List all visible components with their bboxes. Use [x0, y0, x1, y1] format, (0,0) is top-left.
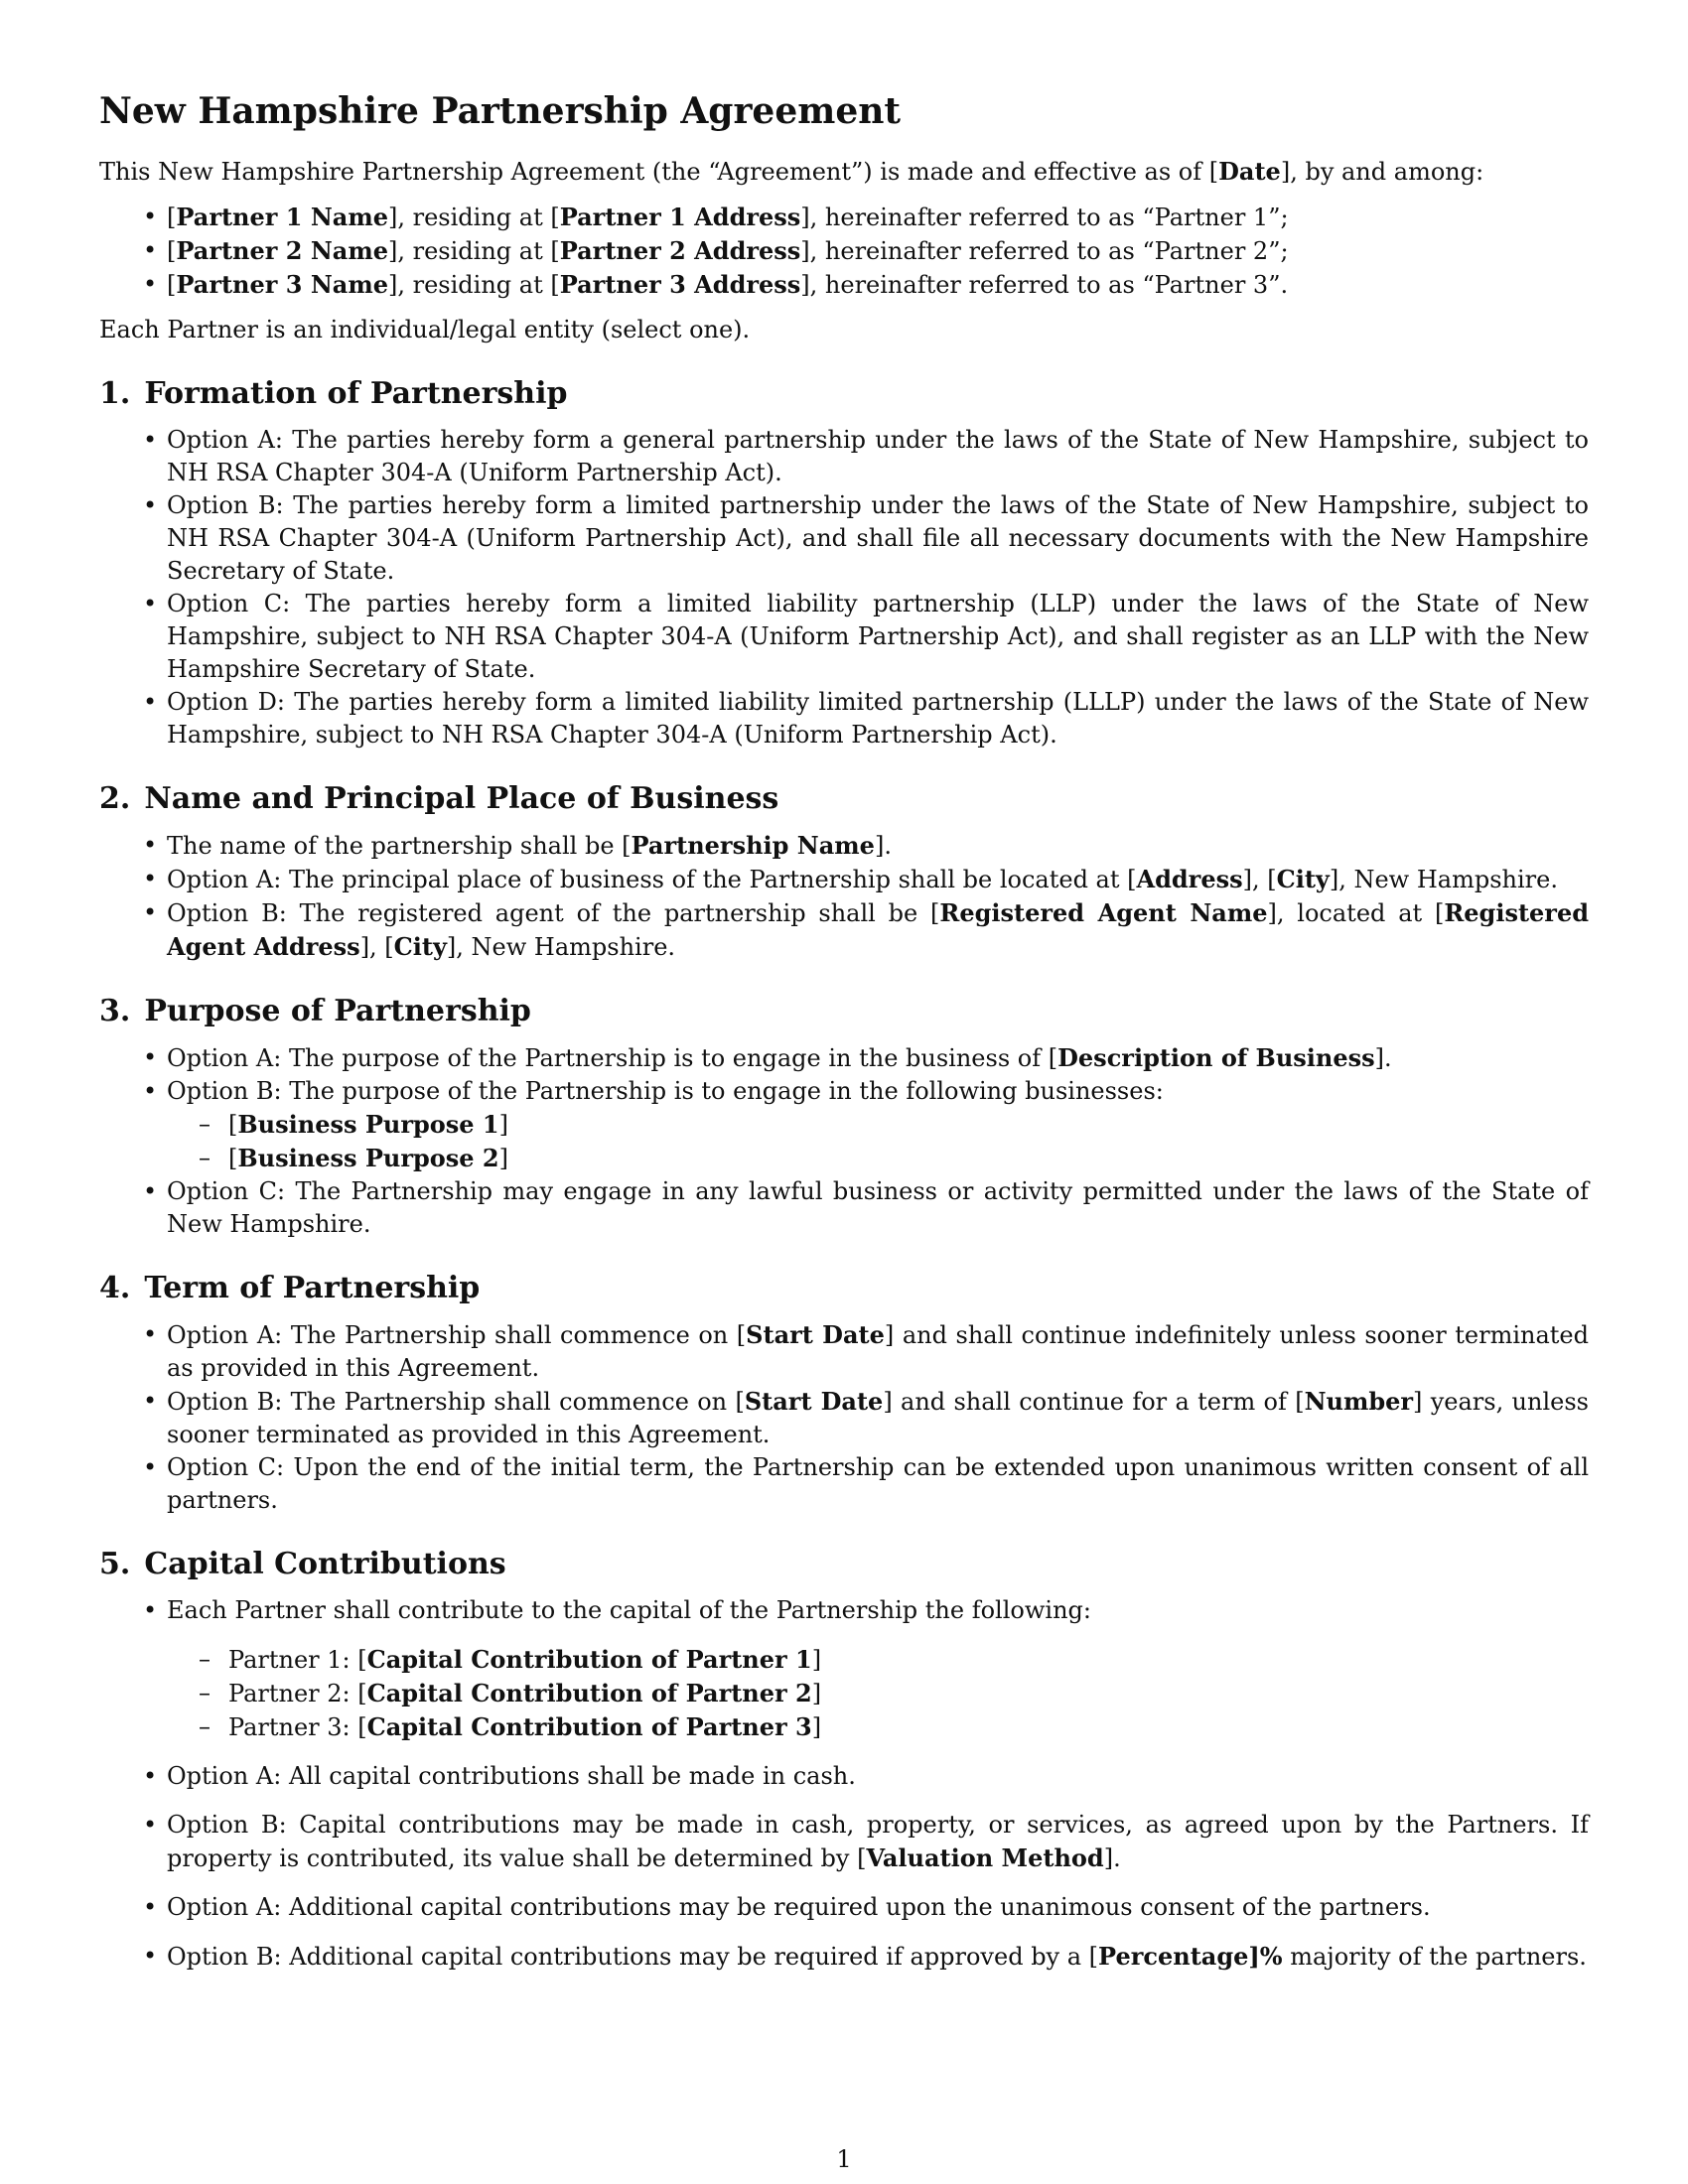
partner-address-placeholder: Partner 2 Address — [559, 236, 801, 265]
capital-options — [99, 1594, 1589, 1974]
list-item: • Option B: Capital contributions may be made in cash, property, or services, as agreed upon by the Partners. If property is contributed, its value shall be determined by [Valuation Method]. — [167, 1809, 1589, 1875]
entity-note: Each Partner is an individual/legal entity (select one). — [99, 316, 751, 343]
list-item: • [Partner 2 Name], residing at [Partner 2 Address], hereinafter referred to as “Partner 2”; — [167, 234, 1589, 268]
list-item: • Option B: The Partnership shall commence on [Start Date] and shall continue for a term of [Number] years, unless sooner terminated as provided in this Agreement. — [167, 1385, 1589, 1451]
purpose-options — [99, 1041, 1589, 1241]
term-options — [99, 1318, 1589, 1517]
list-item: • Option B: The registered agent of the partnership shall be [Registered Agent Name], located at [Registered Agent Address], [City], New Hampshire. — [167, 896, 1589, 964]
name-place-options — [99, 829, 1589, 964]
list-item: • Each Partner shall contribute to the capital of the Partnership the following: – Partner 1: [Capital Contribution of Partner 1] – Partner 2: [Capital Contribution of Partner 2] – Partner 3: [Capital Contribution of Partner 3] — [167, 1594, 1589, 1744]
partner-name-placeholder: Partner 1 Name — [176, 203, 388, 231]
partner-address-placeholder: Partner 1 Address — [559, 203, 801, 231]
list-item: • Option D: The parties hereby form a limited liability limited partnership (LLLP) under the laws of the State of New Hampshire, subject to NH RSA Chapter 304-A (Uniform Partnership Act). — [167, 686, 1589, 751]
section-heading-term: 4. Term of Partnership — [99, 1271, 481, 1305]
list-item: • Option A: The parties hereby form a general partnership under the laws of the State of New Hampshire, subject to NH RSA Chapter 304-A (Uniform Partnership Act). — [167, 424, 1589, 489]
list-item: • The name of the partnership shall be [Partnership Name]. — [167, 829, 1589, 863]
date-placeholder: Date — [1218, 157, 1281, 186]
list-item: • Option B: The purpose of the Partnership is to engage in the following businesses: – [Business Purpose 1] – [Business Purpose 2] — [167, 1075, 1589, 1175]
partner-address-placeholder: Partner 3 Address — [559, 270, 801, 299]
list-item: • Option B: The parties hereby form a limited partnership under the laws of the State of New Hampshire, subject to NH RSA Chapter 304-A (Uniform Partnership Act), and shall file all necessary documents with the New Hampshire Secretary of State. — [167, 489, 1589, 588]
list-item: • Option A: The principal place of business of the Partnership shall be located at [Address], [City], New Hampshire. — [167, 863, 1589, 896]
list-item: • Option A: Additional capital contributions may be required upon the unanimous consent of the partners. — [167, 1891, 1589, 1924]
list-item: • [Partner 1 Name], residing at [Partner 1 Address], hereinafter referred to as “Partner 1”; — [167, 201, 1589, 234]
section-heading-capital: 5. Capital Contributions — [99, 1547, 506, 1581]
list-item: • Option A: All capital contributions shall be made in cash. — [167, 1760, 1589, 1793]
formation-options — [99, 424, 1589, 751]
list-item: • Option C: The parties hereby form a limited liability partnership (LLP) under the laws of the State of New Hampshire, subject to NH RSA Chapter 304-A (Uniform Partnership Act), and shall register as an LLP with the New Hampshire Secretary of State. — [167, 588, 1589, 686]
contribution-list — [167, 1643, 1589, 1744]
list-item: – [Business Purpose 1] — [228, 1108, 1589, 1142]
list-item: • [Partner 3 Name], residing at [Partner 3 Address], hereinafter referred to as “Partner 3”. — [167, 268, 1589, 302]
list-item: – [Business Purpose 2] — [228, 1142, 1589, 1175]
list-item: • Option A: The purpose of the Partnership is to engage in the business of [Description of Business]. — [167, 1041, 1589, 1075]
business-purpose-list — [167, 1108, 1589, 1175]
list-item: • Option A: The Partnership shall commence on [Start Date] and shall continue indefinitely unless sooner terminated as provided in this Agreement. — [167, 1318, 1589, 1385]
list-item: • Option B: Additional capital contributions may be required if approved by a [Percentage]% majority of the partners. — [167, 1940, 1589, 1974]
document-title: New Hampshire Partnership Agreement — [99, 90, 902, 132]
partner-name-placeholder: Partner 2 Name — [176, 236, 388, 265]
section-heading-name-place: 2. Name and Principal Place of Business — [99, 781, 779, 816]
intro-paragraph: This New Hampshire Partnership Agreement (the “Agreement”) is made and effective as of [Date], by and among: — [99, 157, 1484, 186]
list-item: – Partner 3: [Capital Contribution of Partner 3] — [228, 1710, 1589, 1744]
page-number: 1 — [836, 2145, 852, 2173]
partners-list — [99, 201, 1589, 302]
section-heading-purpose: 3. Purpose of Partnership — [99, 994, 531, 1028]
list-item: – Partner 2: [Capital Contribution of Partner 2] — [228, 1677, 1589, 1710]
section-heading-formation: 1. Formation of Partnership — [99, 376, 568, 411]
list-item: • Option C: Upon the end of the initial term, the Partnership can be extended upon unanimous written consent of all partners. — [167, 1451, 1589, 1517]
list-item: • Option C: The Partnership may engage in any lawful business or activity permitted under the laws of the State of New Hampshire. — [167, 1175, 1589, 1241]
document-body — [99, 87, 1589, 1989]
list-item: – Partner 1: [Capital Contribution of Partner 1] — [228, 1643, 1589, 1677]
partner-name-placeholder: Partner 3 Name — [176, 270, 388, 299]
